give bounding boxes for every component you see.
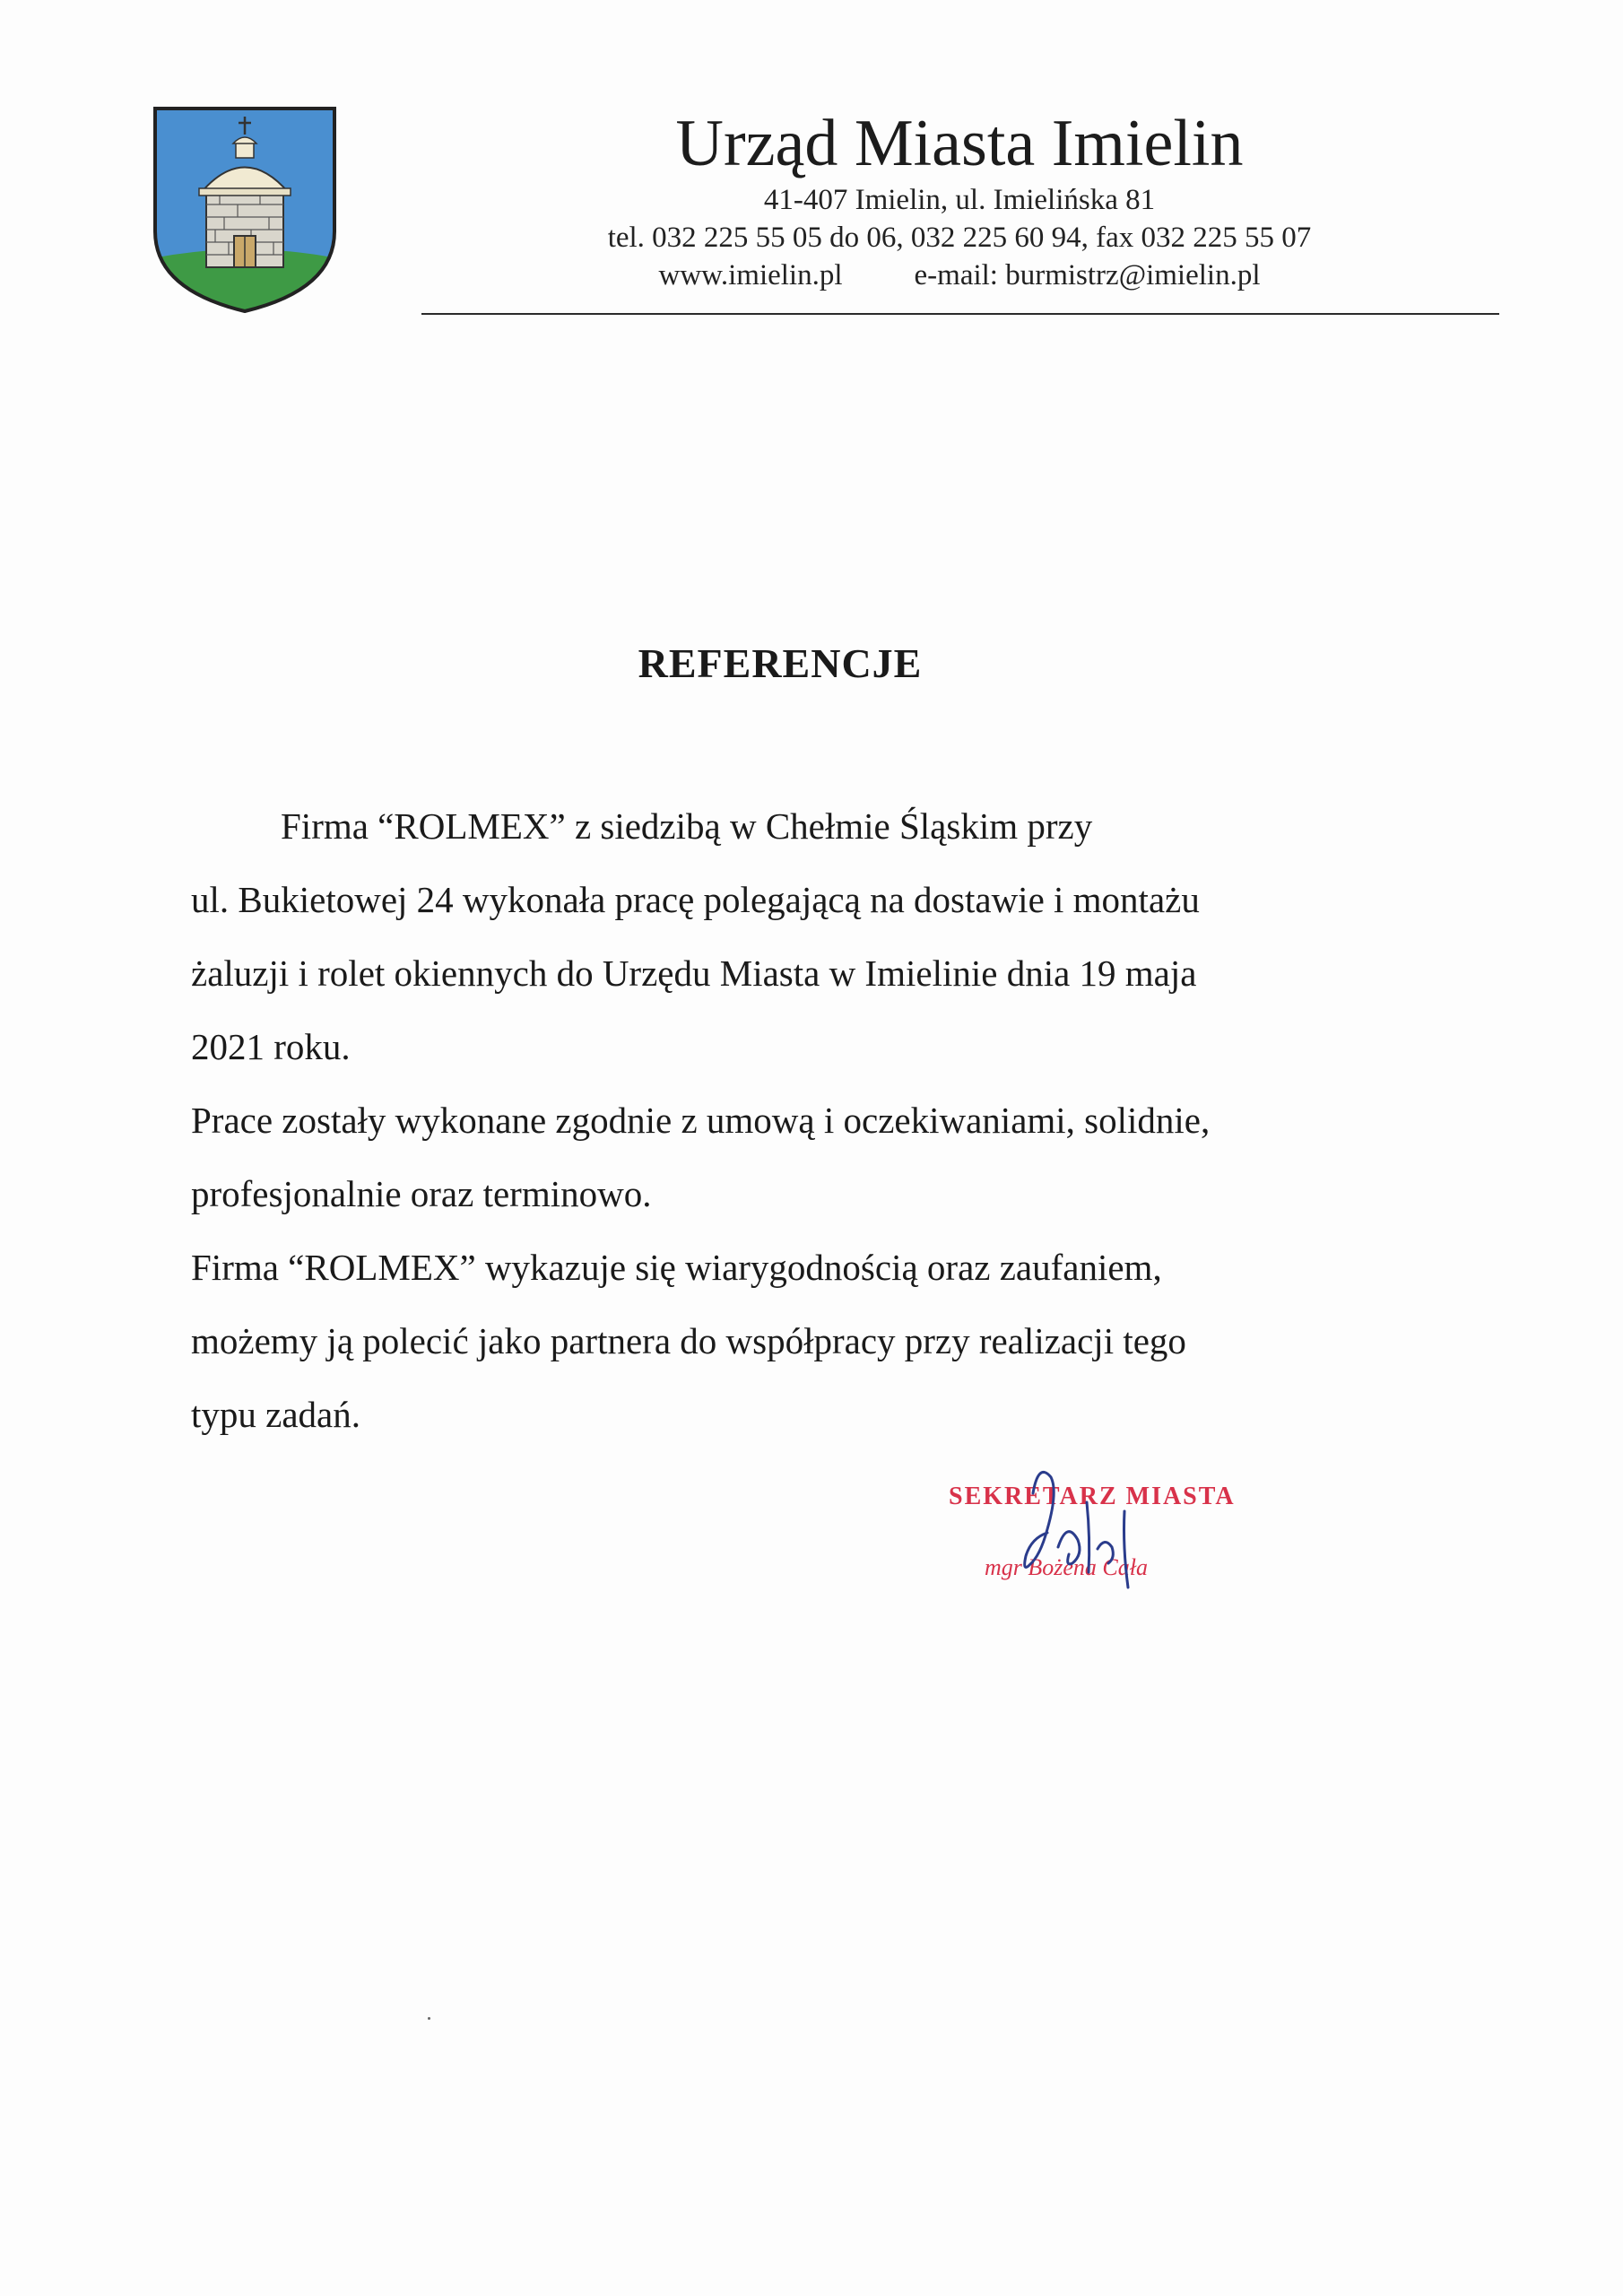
body-line: Prace zostały wykonane zgodnie z umową i oczekiwaniami, solidnie, — [191, 1100, 1211, 1141]
body-line: żaluzji i rolet okiennych do Urzędu Miasta w Imielinie dnia 19 maja — [191, 952, 1197, 994]
letterhead-address: 41-407 Imielin, ul. Imielińska 81 — [763, 184, 1156, 216]
signature-icon — [933, 1457, 1202, 1601]
letterhead-website: www.imielin.pl — [658, 259, 843, 291]
body-line: ul. Bukietowej 24 wykonała pracę polegającą na dostawie i montażu — [191, 879, 1200, 920]
body-line: Firma “ROLMEX” z siedzibą w Chełmie Śląskim przy — [281, 805, 1093, 847]
body-line: typu zadań. — [191, 1394, 360, 1435]
letterhead-email: e-mail: burmistrz@imielin.pl — [914, 259, 1261, 291]
body-line: profesjonalnie oraz terminowo. — [191, 1173, 652, 1214]
letterhead-phone: tel. 032 225 55 05 do 06, 032 225 60 94, fax 032 225 55 07 — [607, 222, 1312, 254]
body-line: Firma “ROLMEX” wykazuje się wiarygodnością oraz zaufaniem, — [191, 1247, 1162, 1288]
scan-speck — [428, 2017, 430, 2020]
stamp-name: mgr Bożena Cała — [985, 1554, 1148, 1580]
stamp-title: SEKRETARZ MIASTA — [949, 1483, 1236, 1510]
coat-of-arms-icon — [152, 106, 337, 314]
letterhead-contact — [421, 257, 1497, 294]
letterhead-divider — [421, 313, 1499, 315]
body-line: 2021 roku. — [191, 1026, 351, 1067]
letterhead-title: Urząd Miasta Imielin — [675, 107, 1244, 180]
document-title: REFERENCJE — [638, 640, 923, 686]
body-line: możemy ją polecić jako partnera do współpracy przy realizacji tego — [191, 1320, 1186, 1361]
